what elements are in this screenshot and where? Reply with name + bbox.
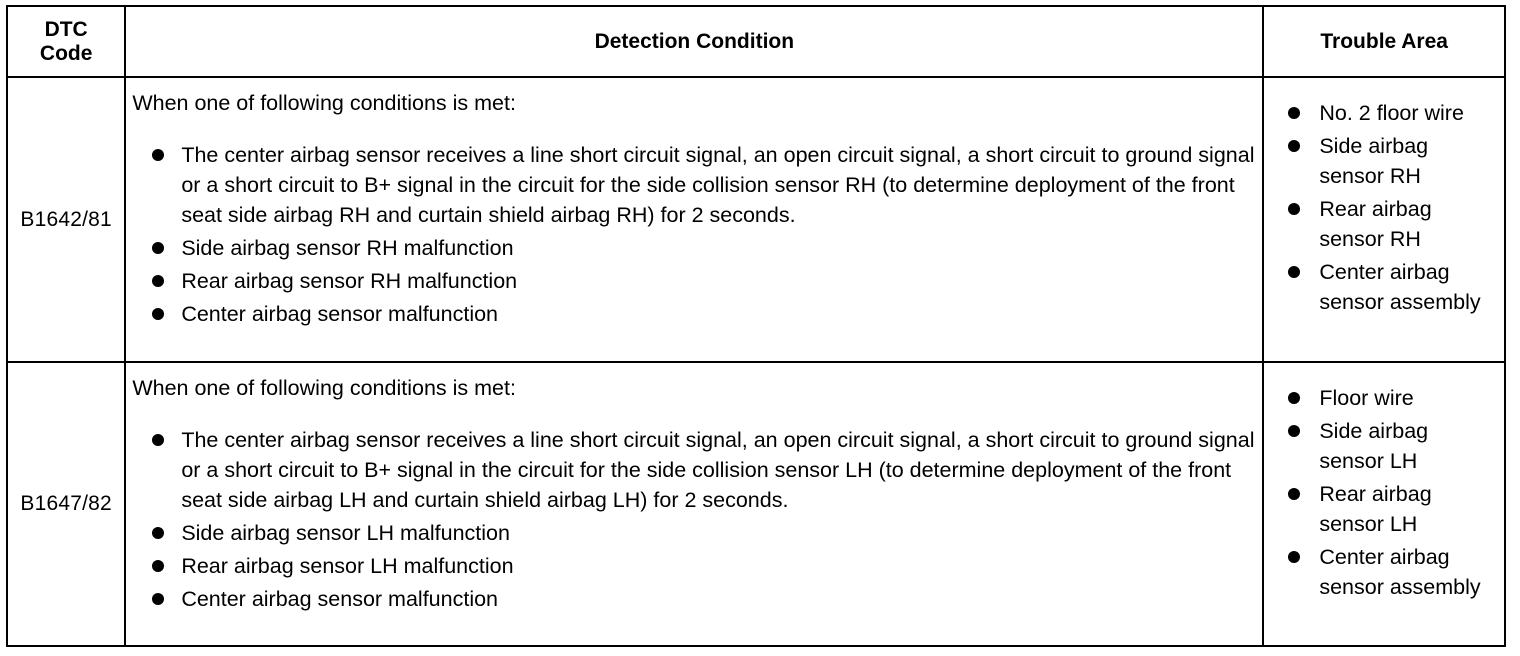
trouble-area-cell	[1263, 362, 1505, 646]
trouble-area-item: Rear airbag sensor LH	[1286, 479, 1498, 539]
trouble-area-item: Side airbag sensor RH	[1286, 131, 1498, 191]
header-detection-condition: Detection Condition	[125, 6, 1263, 77]
table-row	[7, 77, 1505, 362]
condition-intro: When one of following conditions is met:	[132, 376, 516, 400]
detection-condition-cell	[125, 77, 1263, 362]
trouble-area-item: Center airbag sensor assembly	[1286, 257, 1498, 317]
trouble-area-item: Center airbag sensor assembly	[1286, 542, 1498, 602]
header-trouble-area: Trouble Area	[1263, 6, 1505, 77]
trouble-area-item: Rear airbag sensor RH	[1286, 194, 1498, 254]
trouble-area-item: No. 2 floor wire	[1286, 98, 1498, 128]
dtc-table	[6, 5, 1506, 647]
trouble-area-item: Side airbag sensor LH	[1286, 416, 1498, 476]
header-dtc-code	[7, 6, 125, 77]
condition-list	[132, 140, 1256, 329]
condition-item: Rear airbag sensor LH malfunction	[152, 551, 1256, 581]
condition-item: Center airbag sensor malfunction	[152, 584, 1256, 614]
condition-item: Rear airbag sensor RH malfunction	[152, 266, 1256, 296]
header-row	[7, 6, 1505, 77]
table-header	[7, 6, 1505, 77]
condition-item: The center airbag sensor receives a line short circuit signal, an open circuit signal, a short circuit to ground signal or a short circuit to B+ signal in the circuit for the side collision sensor RH (to determine deployment of the front seat side airbag RH and curtain shield airbag RH) for 2 seconds.	[152, 140, 1256, 230]
condition-item: Side airbag sensor RH malfunction	[152, 233, 1256, 263]
trouble-area-list	[1286, 98, 1498, 317]
condition-item: Center airbag sensor malfunction	[152, 299, 1256, 329]
condition-item: The center airbag sensor receives a line short circuit signal, an open circuit signal, a short circuit to ground signal or a short circuit to B+ signal in the circuit for the side collision sensor LH (to determine deployment of the front seat side airbag LH and curtain shield airbag LH) for 2 seconds.	[152, 425, 1256, 515]
table-row	[7, 362, 1505, 646]
trouble-area-item: Floor wire	[1286, 383, 1498, 413]
header-dtc-code-label: DTC Code	[39, 17, 93, 65]
detection-condition-cell	[125, 362, 1263, 646]
trouble-area-cell	[1263, 77, 1505, 362]
condition-intro: When one of following conditions is met:	[132, 91, 516, 115]
dtc-code-cell: B1642/81	[7, 77, 125, 362]
condition-item: Side airbag sensor LH malfunction	[152, 518, 1256, 548]
condition-list	[132, 425, 1256, 614]
trouble-area-list	[1286, 383, 1498, 602]
dtc-code-cell: B1647/82	[7, 362, 125, 646]
